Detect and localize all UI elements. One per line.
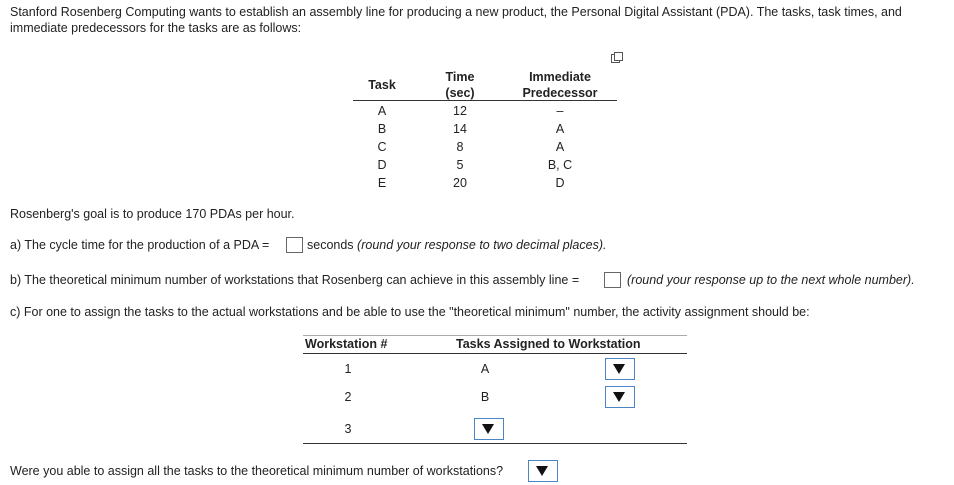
task-cell: A — [377, 104, 387, 118]
task-cell: C — [377, 140, 387, 154]
goal-text: Rosenberg's goal is to produce 170 PDAs per hour. — [10, 207, 295, 221]
cycle-time-input[interactable] — [286, 237, 303, 253]
col-header-predecessor: Immediate Predecessor — [522, 70, 598, 100]
question-a-prefix: a) The cycle time for the production of a PDA = — [10, 238, 270, 252]
assigned-task: A — [480, 362, 490, 376]
chevron-down-icon — [536, 466, 548, 476]
task-cell: D — [377, 158, 387, 172]
predecessor-cell: D — [555, 176, 565, 190]
workstation-1-extra-task-dropdown[interactable] — [605, 358, 635, 380]
question-b-prefix: b) The theoretical minimum number of workstations that Rosenberg can achieve in this assembly line = — [10, 273, 580, 287]
workstation-number: 2 — [344, 390, 352, 404]
ws-table-bottom-rule — [303, 443, 687, 444]
workstation-3-task-dropdown[interactable] — [474, 418, 504, 440]
task-cell: B — [377, 122, 387, 136]
table-header-rule — [353, 100, 617, 101]
min-workstations-input[interactable] — [604, 272, 621, 288]
assigned-task: B — [480, 390, 490, 404]
ws-table-top-rule — [303, 335, 687, 336]
question-b-note: (round your response up to the next whole number). — [627, 273, 915, 287]
all-tasks-assigned-dropdown[interactable] — [528, 460, 558, 482]
col-header-tasks-assigned: Tasks Assigned to Workstation — [456, 337, 641, 351]
time-cell: 8 — [456, 140, 464, 154]
chevron-down-icon — [613, 364, 625, 374]
time-cell: 12 — [453, 104, 467, 118]
workstation-2-extra-task-dropdown[interactable] — [605, 386, 635, 408]
workstation-number: 1 — [344, 362, 352, 376]
time-cell: 20 — [453, 176, 467, 190]
chevron-down-icon — [482, 424, 494, 434]
col-header-workstation: Workstation # — [305, 337, 388, 351]
problem-intro: Stanford Rosenberg Computing wants to establish an assembly line for producing a new product, the Personal Digital Assistant (PDA). The tasks, task times, and immediate predecessors for the tasks are as follows: — [10, 5, 902, 35]
task-cell: E — [377, 176, 387, 190]
question-a-note: (round your response to two decimal places). — [357, 238, 607, 252]
question-d-text: Were you able to assign all the tasks to the theoretical minimum number of workstations? — [10, 464, 504, 478]
col-header-time: Time (sec) — [445, 70, 475, 100]
time-cell: 5 — [456, 158, 464, 172]
predecessor-cell: B, C — [547, 158, 573, 172]
copy-clipboard-icon[interactable] — [611, 52, 623, 64]
chevron-down-icon — [613, 392, 625, 402]
predecessor-cell: A — [555, 140, 565, 154]
predecessor-cell: – — [556, 104, 564, 118]
workstation-number: 3 — [344, 422, 352, 436]
col-header-task: Task — [368, 78, 396, 92]
time-cell: 14 — [453, 122, 467, 136]
ws-table-header-rule — [303, 353, 687, 354]
question-a-suffix: seconds (round your response to two decimal places). — [307, 238, 607, 252]
predecessor-cell: A — [555, 122, 565, 136]
question-c-text: c) For one to assign the tasks to the actual workstations and be able to use the "theoretical minimum" number, the activity assignment should be: — [10, 305, 810, 319]
